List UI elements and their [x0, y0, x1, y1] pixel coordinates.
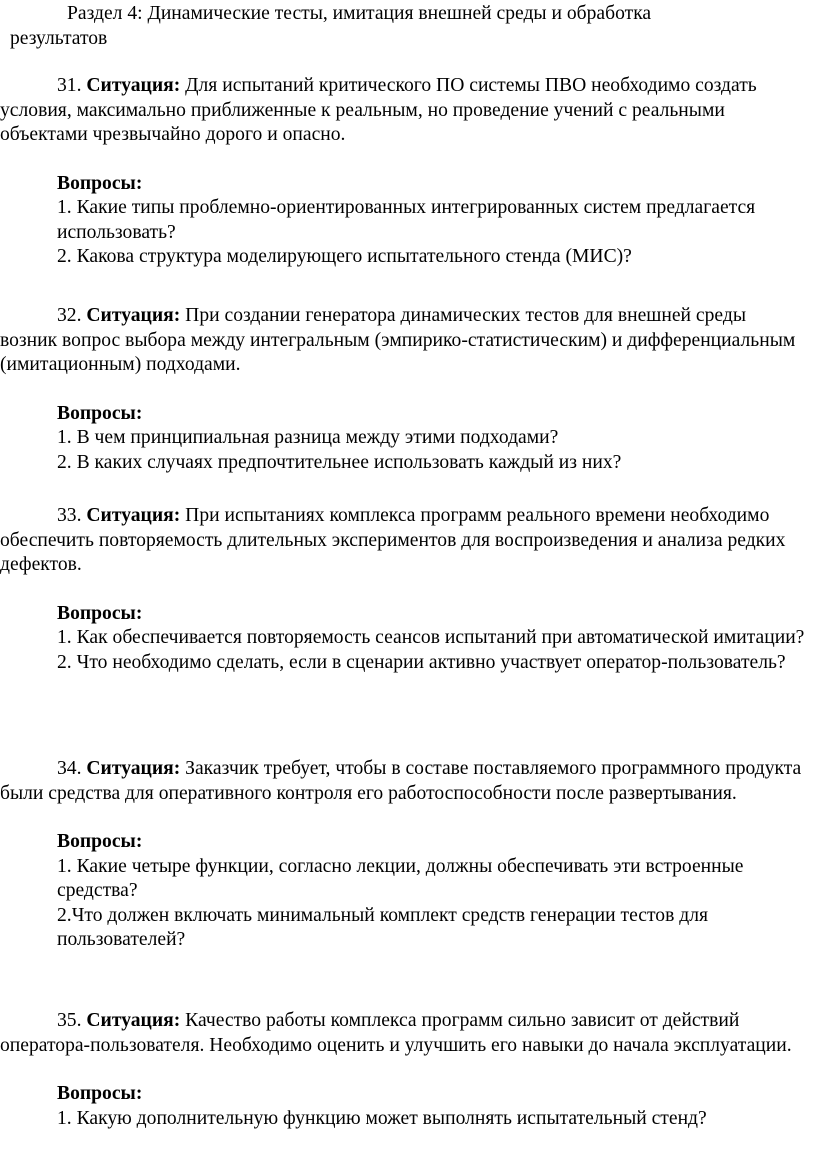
situation-31: [0, 74, 806, 270]
situation-text: При испытаниях комплекса программ реального времени необходимо обеспечить повторяемость длительных экспериментов для воспроизведения и анализа редких дефектов.: [0, 505, 786, 575]
section-title: [10, 2, 770, 51]
situation-number: 34.: [57, 758, 82, 779]
situation-label: Ситуация:: [86, 1010, 181, 1031]
question-item: 1. Какие четыре функции, согласно лекции, должны обеспечивать эти встроенные средства?: [57, 855, 744, 901]
questions-block: [0, 1082, 806, 1131]
question-item: 1. В чем принципиальная разница между этими подходами?: [57, 427, 559, 448]
questions-title: Вопросы:: [57, 1083, 143, 1104]
situation-label: Ситуация:: [86, 758, 181, 779]
questions-title: Вопросы:: [57, 172, 143, 194]
question-item: 2.Что должен включать минимальный комплект средств генерации тестов для пользователей?: [57, 904, 708, 950]
questions-title: Вопросы:: [57, 602, 143, 624]
question-item: 2. Что необходимо сделать, если в сценарии активно участвует оператор-пользователь?: [57, 651, 786, 673]
situation-text: Заказчик требует, чтобы в составе поставляемого программного продукта были средства для оперативного контроля его работоспособности после развертывания.: [0, 758, 802, 804]
situation-paragraph: [0, 757, 806, 806]
question-item: 1. Как обеспечивается повторяемость сеансов испытаний при автоматической имитации?: [57, 627, 805, 648]
situation-35: [0, 1009, 806, 1131]
questions-block: [0, 402, 806, 476]
situation-label: Ситуация:: [86, 505, 181, 526]
situation-text: Качество работы комплекса программ сильно зависит от действий оператора-пользователя. Необходимо оценить и улучшить его навыки до начала эксплуатации.: [0, 1010, 792, 1056]
questions-block: [0, 172, 806, 270]
situation-text: Для испытаний критического ПО системы ПВО необходимо создать условия, максимально приближенные к реальным, но проведение учений с реальными объектами чрезвычайно дорого и опасно.: [0, 75, 757, 145]
questions-block: [0, 830, 806, 953]
situation-32: [0, 304, 806, 475]
questions-title: Вопросы:: [57, 831, 143, 852]
situation-text: При создании генератора динамических тестов для внешней среды возник вопрос выбора между интегральным (эмпирико-статистическим) и дифференциальным (имитационным) подходами.: [0, 305, 796, 375]
situation-number: 35.: [57, 1010, 82, 1031]
situation-label: Ситуация:: [86, 305, 181, 326]
situation-label: Ситуация:: [86, 75, 181, 96]
situation-paragraph: [0, 74, 806, 148]
situation-paragraph: [0, 1009, 806, 1058]
question-item: 2. В каких случаях предпочтительнее использовать каждый из них?: [57, 451, 622, 473]
question-item: 1. Какие типы проблемно-ориентированных интегрированных систем предлагается использовать?: [57, 197, 756, 243]
question-item: 2. Какова структура моделирующего испытательного стенда (МИС)?: [57, 246, 632, 267]
situation-number: 32.: [57, 305, 82, 326]
situation-number: 33.: [57, 505, 82, 526]
section-title-line-1: Раздел 4: Динамические тесты, имитация внешней среды и обработка: [67, 3, 652, 24]
questions-title: Вопросы:: [57, 402, 143, 424]
situation-paragraph: [0, 304, 806, 378]
section-title-line-2: результатов: [10, 27, 108, 49]
situation-33: [0, 504, 806, 675]
situation-34: [0, 757, 806, 953]
situation-paragraph: [0, 504, 806, 578]
situation-number: 31.: [57, 75, 82, 96]
questions-block: [0, 602, 806, 676]
question-item: 1. Какую дополнительную функцию может выполнять испытательный стенд?: [57, 1107, 707, 1129]
